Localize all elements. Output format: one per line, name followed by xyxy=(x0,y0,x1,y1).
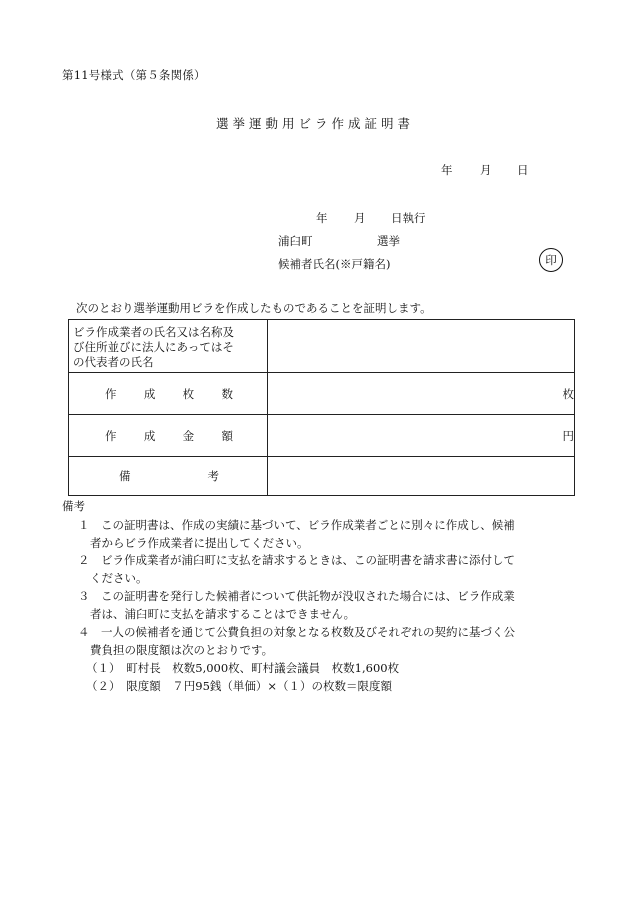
quantity-label-char: 成 xyxy=(143,386,156,401)
note-line: （１） 町村長 枚数5,000枚、町村議会議員 枚数1,600枚 xyxy=(86,661,400,675)
quantity-label-char: 枚 xyxy=(182,386,195,401)
vendor-label-line: の代表者の氏名 xyxy=(73,355,154,369)
form-number-label: 第11号様式（第５条関係） xyxy=(62,68,206,82)
quantity-unit: 枚 xyxy=(562,386,574,401)
amount-label-char: 金 xyxy=(182,428,195,443)
note-line: 者は、浦臼町に支払を請求することはできません。 xyxy=(90,607,356,621)
election-label: 選挙 xyxy=(377,234,400,248)
notes-heading: 備考 xyxy=(62,499,85,513)
date-month-label: 月 xyxy=(480,163,492,177)
remarks-label-cell xyxy=(69,457,268,496)
exec-year-label: 年 xyxy=(316,211,328,225)
amount-unit: 円 xyxy=(562,428,574,443)
note-line: ３ この証明書を発行した候補者について供託物が没収された場合には、ビラ作成業 xyxy=(78,589,515,603)
amount-label-char: 額 xyxy=(221,428,233,443)
table-row xyxy=(69,457,575,496)
amount-field[interactable] xyxy=(268,415,575,457)
vendor-label-line: び住所並びに法人にあってはそ xyxy=(73,340,234,354)
town-name: 浦臼町 xyxy=(278,234,313,248)
date-day-label: 日 xyxy=(517,163,529,177)
quantity-label-cell xyxy=(69,373,268,415)
exec-day-label: 日執行 xyxy=(391,211,426,225)
vendor-label-line: ビラ作成業者の氏名又は名称及 xyxy=(73,325,234,339)
remarks-field[interactable] xyxy=(268,457,575,496)
note-line: １ この証明書は、作成の実績に基づいて、ビラ作成業者ごとに別々に作成し、候補 xyxy=(78,518,515,532)
document-title: 選挙運動用ビラ作成証明書 xyxy=(215,116,414,131)
note-line: （２） 限度額 ７円95銭（単価）×（１）の枚数＝限度額 xyxy=(86,679,393,693)
vendor-name-field[interactable] xyxy=(268,320,575,373)
amount-label-cell xyxy=(69,415,268,457)
remarks-label-char: 考 xyxy=(207,469,219,483)
note-line: 者からビラ作成業者に提出してください。 xyxy=(90,536,309,550)
note-line: ４ 一人の候補者を通じて公費負担の対象となる枚数及びそれぞれの契約に基づく公 xyxy=(78,625,515,639)
amount-label-char: 作 xyxy=(105,428,117,443)
note-line: ください。 xyxy=(90,571,148,585)
remarks-label-char: 備 xyxy=(119,469,131,483)
quantity-label-char: 数 xyxy=(221,386,233,401)
candidate-name-label: 候補者氏名(※戸籍名) xyxy=(278,257,391,271)
certificate-table xyxy=(68,319,575,496)
quantity-label-char: 作 xyxy=(105,386,117,401)
note-line: 費負担の限度額は次のとおりです。 xyxy=(90,643,274,657)
table-row xyxy=(69,415,575,457)
date-year-label: 年 xyxy=(441,163,453,177)
table-row xyxy=(69,373,575,415)
table-row xyxy=(69,320,575,373)
seal-mark: 印 xyxy=(539,248,563,272)
certification-statement: 次のとおり選挙運動用ビラを作成したものであることを証明します。 xyxy=(76,301,432,315)
note-line: ２ ビラ作成業者が浦臼町に支払を請求するときは、この証明書を請求書に添付して xyxy=(78,553,515,567)
amount-label-char: 成 xyxy=(143,428,156,443)
exec-month-label: 月 xyxy=(354,211,366,225)
vendor-name-label-cell xyxy=(69,320,268,373)
quantity-field[interactable] xyxy=(268,373,575,415)
